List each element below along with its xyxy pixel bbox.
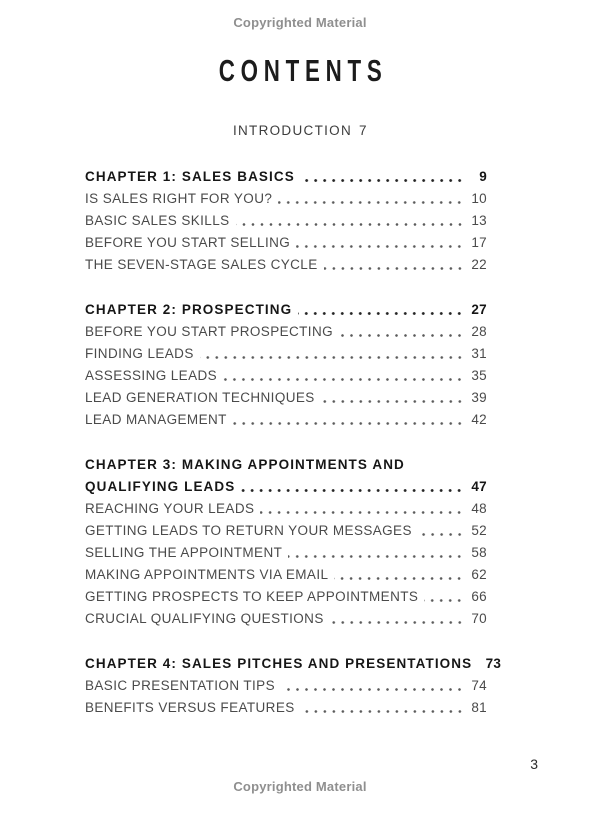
toc-section (85, 299, 487, 431)
toc-entry-title: GETTING PROSPECTS TO KEEP APPOINTMENTS (85, 589, 419, 604)
toc-chapter-heading-row (85, 299, 487, 321)
toc-entry-page-number: 70 (471, 611, 487, 626)
toc-chapter-page-number: 73 (485, 656, 502, 671)
toc-entry-title: GETTING LEADS TO RETURN YOUR MESSAGES (85, 523, 412, 538)
toc-chapter-title: QUALIFYING LEADS (85, 479, 236, 494)
dot-leader (260, 498, 464, 520)
toc-entry-page-number: 35 (471, 368, 487, 383)
dot-leader (298, 299, 464, 321)
dot-leader (339, 321, 464, 343)
toc-entry-page-number: 58 (471, 545, 487, 560)
toc-entry-row (85, 188, 487, 210)
toc-section (85, 454, 487, 630)
dot-leader (281, 675, 464, 697)
toc-entry-title: CRUCIAL QUALIFYING QUESTIONS (85, 611, 324, 626)
introduction-label: INTRODUCTION (232, 123, 353, 138)
dot-leader (288, 542, 464, 564)
toc-chapter-heading-row (85, 476, 487, 498)
toc-chapter-page-number: 47 (471, 479, 487, 494)
toc-chapter-page-number: 27 (471, 302, 487, 317)
toc-entry-page-number: 13 (471, 213, 487, 228)
toc-entry-row (85, 254, 487, 276)
toc-entry-row (85, 409, 487, 431)
toc-entry-page-number: 66 (471, 589, 487, 604)
toc-entry-row (85, 321, 487, 343)
toc-chapter-heading-row (85, 653, 502, 675)
dot-leader (301, 697, 464, 719)
toc-chapter-heading-row (85, 454, 487, 476)
toc-entry-title: LEAD GENERATION TECHNIQUES (85, 390, 315, 405)
dot-leader (418, 520, 464, 542)
toc-entry-row (85, 697, 487, 719)
introduction-page-number: 7 (359, 123, 368, 138)
toc-entry-row (85, 365, 487, 387)
dot-leader (301, 166, 464, 188)
toc-entry-page-number: 42 (471, 412, 487, 427)
toc-chapter-title: CHAPTER 2: PROSPECTING (85, 302, 293, 317)
toc-entry-title: BENEFITS VERSUS FEATURES (85, 700, 295, 715)
toc-entry-page-number: 31 (471, 346, 487, 361)
dot-leader (334, 564, 464, 586)
toc-entry-page-number: 22 (471, 257, 487, 272)
toc-entry-page-number: 28 (471, 324, 487, 339)
toc-entry-row (85, 498, 487, 520)
toc-chapter-title: CHAPTER 4: SALES PITCHES AND PRESENTATIONS (85, 656, 473, 671)
toc-entry-title: THE SEVEN-STAGE SALES CYCLE (85, 257, 318, 272)
toc-entry-title: LEAD MANAGEMENT (85, 412, 227, 427)
toc-entry-row (85, 232, 487, 254)
toc-entry-row (85, 542, 487, 564)
dot-leader (200, 343, 464, 365)
toc-entry-title: IS SALES RIGHT FOR YOU? (85, 191, 273, 206)
toc-entry-title: REACHING YOUR LEADS (85, 501, 255, 516)
toc-entry-title: MAKING APPOINTMENTS VIA EMAIL (85, 567, 329, 582)
toc-entry-page-number: 39 (471, 390, 487, 405)
dot-leader (330, 608, 464, 630)
toc-entry-page-number: 48 (471, 501, 487, 516)
toc-entry-row (85, 608, 487, 630)
toc-entry-title: ASSESSING LEADS (85, 368, 218, 383)
toc-entry-page-number: 81 (471, 700, 487, 715)
toc-entry-title: BEFORE YOU START PROSPECTING (85, 324, 333, 339)
toc-chapter-title: CHAPTER 3: MAKING APPOINTMENTS AND (85, 457, 405, 472)
toc-entry-row (85, 520, 487, 542)
toc-entry-row (85, 387, 487, 409)
page-title: CONTENTS (218, 53, 388, 88)
toc-section (85, 166, 487, 276)
dot-leader (223, 365, 464, 387)
copyright-banner-top: Copyrighted Material (233, 15, 367, 30)
toc-entry-row (85, 675, 487, 697)
introduction-row (0, 123, 600, 138)
dot-leader (324, 254, 464, 276)
toc-chapter-page-number: 9 (479, 169, 487, 184)
dot-leader (233, 409, 464, 431)
toc-section (85, 653, 502, 719)
toc-entry-page-number: 52 (471, 523, 487, 538)
toc-entry-page-number: 74 (471, 678, 487, 693)
toc-entry-row (85, 343, 487, 365)
dot-leader (236, 210, 464, 232)
toc-entry-title: BASIC SALES SKILLS (85, 213, 230, 228)
toc-entry-title: BASIC PRESENTATION TIPS (85, 678, 275, 693)
folio-page-number: 3 (530, 756, 538, 772)
toc-chapter-title: CHAPTER 1: SALES BASICS (85, 169, 295, 184)
toc (85, 166, 502, 719)
toc-entry-row (85, 210, 487, 232)
dot-leader (321, 387, 464, 409)
dot-leader (424, 586, 464, 608)
copyright-banner-bottom: Copyrighted Material (233, 779, 367, 794)
dot-leader (296, 232, 464, 254)
dot-leader (241, 476, 464, 498)
title-wrap (0, 53, 600, 89)
toc-entry-page-number: 17 (471, 235, 487, 250)
toc-entry-row (85, 586, 487, 608)
toc-chapter-heading-row (85, 166, 487, 188)
toc-entry-title: FINDING LEADS (85, 346, 194, 361)
toc-entry-row (85, 564, 487, 586)
toc-entry-page-number: 10 (471, 191, 487, 206)
toc-entry-page-number: 62 (471, 567, 487, 582)
dot-leader (278, 188, 464, 210)
toc-entry-title: SELLING THE APPOINTMENT (85, 545, 283, 560)
toc-entry-title: BEFORE YOU START SELLING (85, 235, 291, 250)
